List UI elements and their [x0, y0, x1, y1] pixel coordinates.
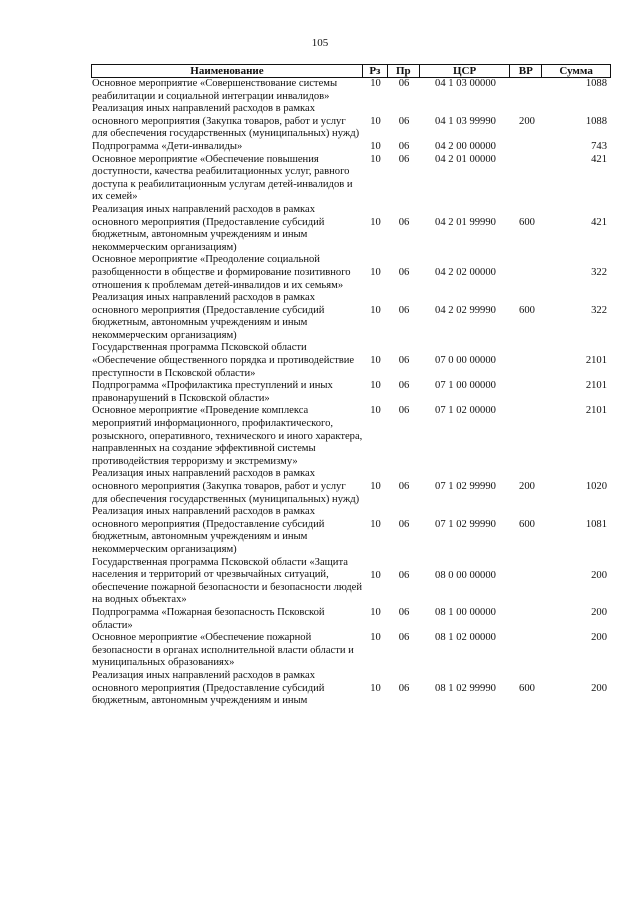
cell-pr: 06: [398, 606, 410, 618]
cell-sum: 2101: [585, 355, 607, 367]
cell-rz: 10: [370, 682, 381, 694]
cell-sum: 1088: [585, 78, 607, 89]
cell-csr: 07 1 02 99990: [435, 519, 496, 531]
cell-name: Основное мероприятие «Проведение комплекса мероприятий информационного, профилактического, розыскного, оперативного, технического и иного характера, направленных на создание эффективной системы противодействия терроризму и экстремизму»: [92, 405, 363, 467]
table-row: [91, 141, 611, 154]
cell-csr: 08 0 00 00000: [435, 569, 496, 581]
cell-csr: 04 2 00 00000: [435, 140, 496, 152]
cell-name: Подпрограмма «Пожарная безопасность Псковской области»: [92, 606, 325, 631]
cell-rz: 10: [370, 216, 381, 228]
cell-sum: 1081: [585, 519, 607, 531]
cell-vr: 200: [519, 481, 535, 493]
cell-name: Государственная программа Псковской области «Защита населения и территорий от чрезвычайных ситуаций, обеспечение пожарной безопасности и безопасности людей на водных объектах»: [92, 556, 362, 606]
table-row: [91, 405, 611, 468]
cell-pr: 06: [398, 355, 410, 367]
cell-name: Реализация иных направлений расходов в рамках основного мероприятия (Предоставление субсидий бюджетным, автономным учреждениям и иным некоммерческим организациям): [92, 203, 325, 253]
table-body: [91, 78, 611, 708]
cell-rz: 10: [370, 380, 381, 392]
cell-name: Реализация иных направлений расходов в рамках основного мероприятия (Закупка товаров, работ и услуг для обеспечения государственных (муниципальных) нужд): [92, 103, 360, 140]
cell-rz: 10: [370, 305, 381, 317]
cell-vr: [511, 254, 543, 292]
cell-vr: 600: [519, 305, 535, 317]
table-row: [91, 607, 611, 632]
budget-table: [91, 64, 611, 708]
cell-sum: 200: [591, 569, 607, 581]
table-row: [91, 506, 611, 556]
cell-pr: 06: [398, 682, 410, 694]
cell-vr: 600: [519, 682, 535, 694]
cell-vr: [511, 342, 543, 380]
cell-csr: 07 1 00 00000: [435, 380, 496, 392]
cell-rz: 10: [370, 606, 381, 618]
cell-pr: 06: [398, 78, 410, 89]
cell-sum: 1020: [585, 481, 607, 493]
cell-pr: 06: [398, 481, 410, 493]
table-row: [91, 342, 611, 380]
cell-pr: 06: [398, 632, 410, 644]
cell-pr: 06: [398, 116, 410, 128]
cell-csr: 04 1 03 99990: [435, 116, 496, 128]
cell-csr: 04 2 01 00000: [435, 153, 496, 165]
cell-pr: 06: [398, 140, 410, 152]
cell-csr: 04 1 03 00000: [435, 78, 496, 89]
cell-pr: 06: [398, 153, 410, 165]
cell-pr: 06: [398, 405, 410, 417]
table-row: [91, 670, 611, 708]
cell-sum: 200: [591, 632, 607, 644]
cell-vr: [511, 154, 543, 204]
cell-vr: [511, 557, 543, 607]
cell-sum: 200: [591, 682, 607, 694]
cell-rz: 10: [370, 78, 381, 89]
cell-sum: 322: [591, 305, 607, 317]
header-rz: Рз: [363, 65, 388, 77]
cell-sum: 1088: [585, 116, 607, 128]
cell-pr: 06: [398, 519, 410, 531]
cell-vr: [511, 380, 543, 405]
cell-rz: 10: [370, 267, 381, 279]
cell-sum: 322: [591, 267, 607, 279]
cell-pr: 06: [398, 569, 410, 581]
cell-name: Реализация иных направлений расходов в рамках основного мероприятия (Закупка товаров, работ и услуг для обеспечения государственных (муниципальных) нужд): [92, 468, 360, 505]
cell-sum: 200: [591, 606, 607, 618]
table-header: [91, 64, 611, 78]
cell-csr: 04 2 02 00000: [435, 267, 496, 279]
cell-name: Реализация иных направлений расходов в рамках основного мероприятия (Предоставление субсидий бюджетным, автономным учреждениям и иным некоммерческим организациям): [92, 506, 325, 555]
cell-rz: 10: [370, 355, 381, 367]
cell-rz: 10: [370, 569, 381, 581]
table-row: [91, 380, 611, 405]
page-number: 105: [311, 37, 329, 49]
cell-pr: 06: [398, 216, 410, 228]
cell-rz: 10: [370, 519, 381, 531]
cell-csr: 08 1 02 99990: [435, 682, 496, 694]
table-row: [91, 557, 611, 607]
cell-sum: 743: [591, 140, 607, 152]
table-row: [91, 78, 611, 103]
cell-sum: 421: [591, 216, 607, 228]
cell-rz: 10: [370, 632, 381, 644]
table-row: [91, 632, 611, 670]
cell-name: Реализация иных направлений расходов в рамках основного мероприятия (Предоставление субсидий бюджетным, автономным учреждениям и иным некоммерческим организациям): [92, 292, 325, 341]
cell-sum: 2101: [585, 405, 607, 417]
table-row: [91, 292, 611, 342]
cell-vr: [511, 405, 543, 468]
header-vr: ВР: [510, 65, 542, 77]
cell-pr: 06: [398, 380, 410, 392]
cell-rz: 10: [370, 405, 381, 417]
cell-rz: 10: [370, 140, 381, 152]
cell-name: Основное мероприятие «Обеспечение пожарной безопасности в органах исполнительной власти области и муниципальных образованиях»: [92, 632, 354, 669]
table-row: [91, 204, 611, 254]
cell-sum: 421: [591, 153, 607, 165]
cell-name: Основное мероприятие «Преодоление социальной разобщенности в обществе и формирование позитивного отношения к проблемам детей-инвалидов и их семьям»: [92, 254, 351, 291]
header-name: Наименование: [92, 65, 363, 77]
cell-rz: 10: [370, 153, 381, 165]
cell-name: Государственная программа Псковской области «Обеспечение общественного порядка и противодействие преступности в Псковской области»: [92, 342, 355, 379]
cell-pr: 06: [398, 305, 410, 317]
table-row: [91, 468, 611, 506]
cell-vr: 600: [519, 216, 535, 228]
cell-csr: 07 1 02 99990: [435, 481, 496, 493]
cell-name: Подпрограмма «Дети-инвалиды»: [92, 140, 243, 152]
header-sum: Сумма: [559, 65, 593, 77]
cell-csr: 04 2 02 99990: [435, 305, 496, 317]
cell-vr: 600: [519, 519, 535, 531]
cell-vr: [511, 78, 543, 103]
cell-csr: 07 0 00 00000: [435, 355, 496, 367]
table-row: [91, 103, 611, 141]
cell-sum: 2101: [585, 380, 607, 392]
cell-csr: 04 2 01 99990: [435, 216, 496, 228]
cell-vr: [511, 607, 543, 632]
cell-name: Реализация иных направлений расходов в рамках основного мероприятия (Предоставление субсидий бюджетным, автономным учреждениям и иным: [92, 669, 325, 707]
cell-vr: [511, 141, 543, 154]
table-row: [91, 154, 611, 204]
header-csr: ЦСР: [420, 65, 511, 77]
cell-name: Подпрограмма «Профилактика преступлений и иных правонарушений в Псковской области»: [92, 380, 333, 404]
cell-csr: 07 1 02 00000: [435, 405, 496, 417]
cell-rz: 10: [370, 481, 381, 493]
cell-vr: [511, 632, 543, 670]
cell-pr: 06: [398, 267, 410, 279]
cell-csr: 08 1 02 00000: [435, 632, 496, 644]
header-pr: Пр: [388, 65, 420, 77]
cell-vr: 200: [519, 116, 535, 128]
cell-name: Основное мероприятие «Обеспечение повышения доступности, качества реабилитационных услуг, равного доступа к реабилитационным услугам детей-инвалидов и их семей»: [92, 153, 353, 203]
cell-csr: 08 1 00 00000: [435, 606, 496, 618]
cell-rz: 10: [370, 116, 381, 128]
cell-name: Основное мероприятие «Совершенствование системы реабилитации и социальной интеграции инвалидов»: [92, 78, 338, 102]
table-row: [91, 254, 611, 292]
